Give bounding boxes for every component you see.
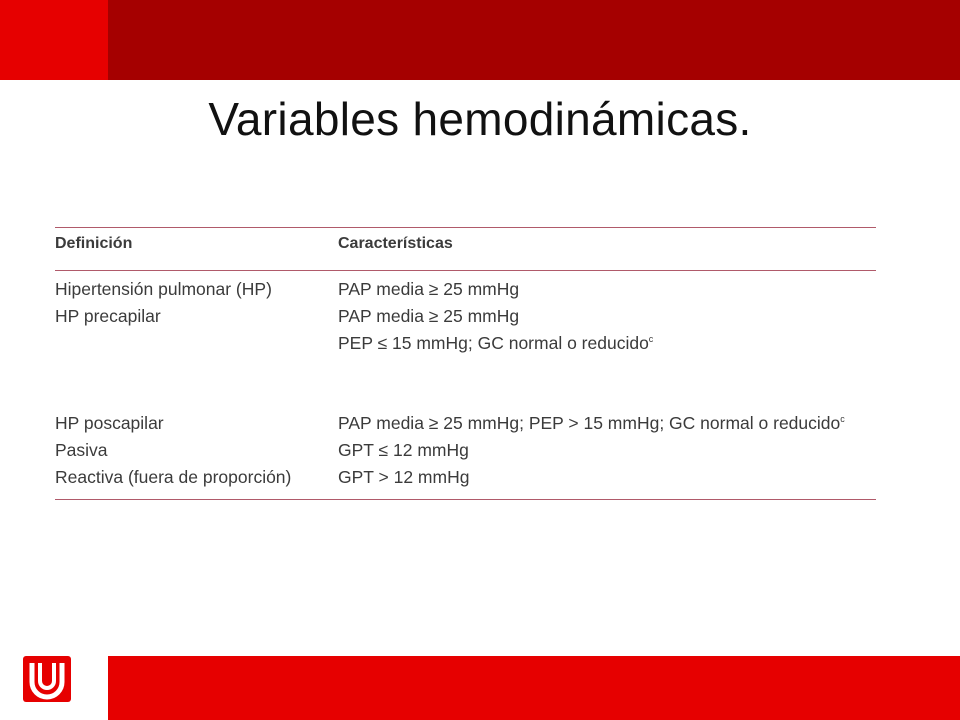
table-cell-characteristics: PAP media ≥ 25 mmHg (338, 279, 520, 299)
u-logo-icon (23, 656, 71, 702)
header-characteristics: Características (338, 235, 453, 252)
table-cell-characteristics: GPT ≤ 12 mmHg (338, 440, 469, 460)
table-cell-definition: Pasiva (55, 440, 108, 460)
table-cell-characteristics: PAP media ≥ 25 mmHg (338, 306, 520, 326)
table-header-row (55, 228, 876, 270)
top-accent-bar-left (0, 0, 108, 80)
header-definition: Definición (55, 235, 133, 252)
footnote-marker: c (840, 414, 845, 425)
table-cell-characteristics: GPT > 12 mmHg (338, 467, 470, 487)
table-cell-characteristics: PEP ≤ 15 mmHg; GC normal o reducido$^c$ (338, 333, 654, 353)
top-accent-bar-right (108, 0, 960, 80)
table-cell-definition: HP precapilar (55, 306, 161, 326)
bottom-accent-bar (108, 656, 960, 720)
footnote-marker: c (648, 334, 654, 345)
table-cell-definition: Hipertensión pulmonar (HP) (55, 279, 272, 299)
table-body (55, 271, 876, 499)
table-cell-definition: HP poscapilar (55, 413, 164, 433)
table-cell-characteristics: PAP media ≥ 25 mmHg; PEP > 15 mmHg; GC normal o reducido$^c$ (338, 413, 845, 433)
hemodynamic-table (55, 227, 876, 500)
table-bottom-rule (55, 499, 876, 500)
slide-title: Variables hemodinámicas. (208, 93, 752, 145)
table-cell-definition: Reactiva (fuera de proporción) (55, 467, 292, 487)
